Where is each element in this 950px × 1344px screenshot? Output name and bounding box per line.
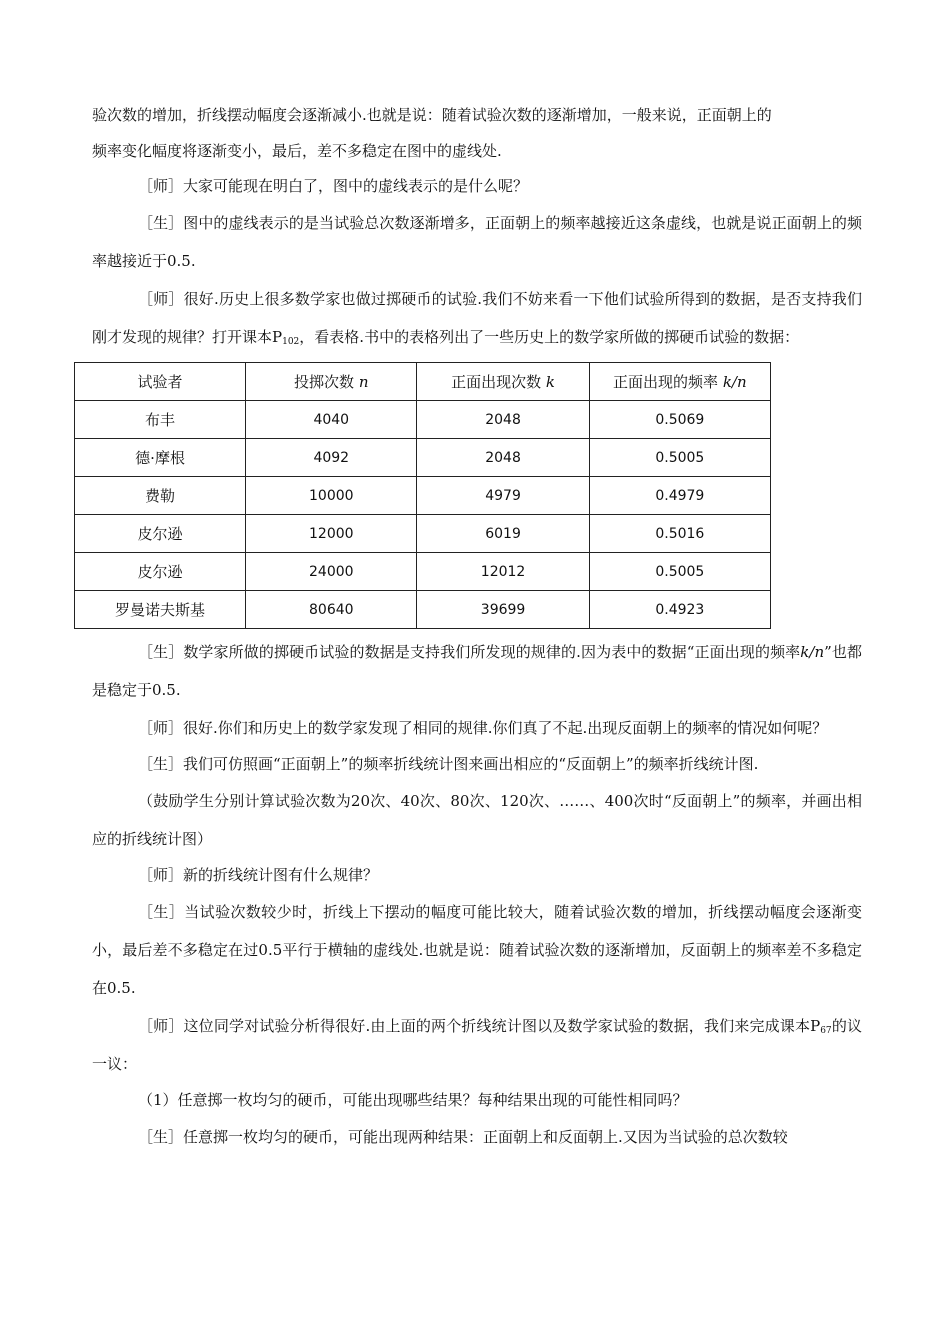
cell-experimenter: 罗曼诺夫斯基 — [75, 591, 246, 629]
text-line: 频率变化幅度将逐渐变小，最后，差不多稳定在图中的虚线处. — [92, 142, 502, 160]
text-segment: ［师］很好.历史上很多数学家也做过掷硬币的试验.我们不妨来看一下他们试验所得到的数据，是否支持我们刚才发现的规律？打开课本P — [92, 290, 862, 346]
paragraph-teacher-rule — [92, 858, 862, 893]
cell-tosses: 12000 — [246, 515, 417, 553]
cell-tosses: 10000 — [246, 477, 417, 515]
table-body — [75, 401, 771, 629]
table-row — [75, 553, 771, 591]
text-line: （鼓励学生分别计算试验次数为20次、40次、80次、120次、……、400次时“反面朝上”的频率，并画出相应的折线统计图） — [92, 792, 862, 848]
paragraph-teacher-history — [92, 280, 862, 356]
text-line: ［生］任意掷一枚均匀的硬币，可能出现两种结果：正面朝上和反面朝上.又因为当试验的总次数较 — [138, 1128, 788, 1146]
text-line: ［生］我们可仿照画“正面朝上”的频率折线统计图来画出相应的“反面朝上”的频率折线统计图. — [138, 755, 759, 773]
cell-frequency: 0.5069 — [589, 401, 770, 439]
cell-tosses: 4040 — [246, 401, 417, 439]
cell-heads: 2048 — [417, 401, 589, 439]
paragraph-student-support — [92, 633, 862, 709]
cell-heads: 4979 — [417, 477, 589, 515]
document-page — [92, 96, 862, 1156]
paragraph-teacher-question — [92, 169, 862, 204]
paragraph-continued — [92, 96, 862, 134]
paragraph-teacher-discuss — [92, 1007, 862, 1083]
text-line: ［生］当试验次数较少时，折线上下摆动的幅度可能比较大，随着试验次数的增加，折线摆动幅度会逐渐变小，最后差不多稳定在过0.5平行于横轴的虚线处.也就是说：随着试验次数的逐渐增加，反面朝上的频率差不多稳定在0.5. — [92, 903, 862, 997]
cell-experimenter: 布丰 — [75, 401, 246, 439]
header-experimenter — [75, 363, 246, 401]
cell-heads: 39699 — [417, 591, 589, 629]
text-segment: ”也都是稳定于0.5. — [92, 643, 862, 699]
header-var: k/n — [722, 373, 747, 391]
coin-toss-table — [74, 362, 771, 629]
cell-heads: 12012 — [417, 553, 589, 591]
paragraph-instruction — [92, 782, 862, 858]
table-header-row — [75, 363, 771, 401]
header-text: 正面出现的频率 — [613, 373, 719, 391]
header-text: 试验者 — [137, 373, 183, 391]
paragraph-question-1 — [92, 1083, 862, 1118]
header-text: 投掷次数 — [294, 373, 355, 391]
page-subscript: 102 — [282, 337, 300, 347]
header-tosses — [246, 363, 417, 401]
text-line: ［生］图中的虚线表示的是当试验总次数逐渐增多，正面朝上的频率越接近这条虚线，也就是说正面朝上的频率越接近于0.5. — [92, 214, 862, 270]
paragraph-student-answer-1 — [92, 1118, 862, 1156]
formula-k-over-n: k/n — [800, 643, 825, 661]
text-line: ［师］新的折线统计图有什么规律？ — [138, 866, 379, 884]
cell-tosses: 80640 — [246, 591, 417, 629]
cell-experimenter: 皮尔逊 — [75, 515, 246, 553]
text-line: ［师］很好.你们和历史上的数学家发现了相同的规律.你们真了不起.出现反面朝上的频率的情况如何呢？ — [138, 719, 828, 737]
text-segment: ，看表格.书中的表格列出了一些历史上的数学家所做的掷硬币试验的数据： — [299, 328, 800, 346]
cell-tosses: 4092 — [246, 439, 417, 477]
table-row — [75, 477, 771, 515]
cell-heads: 6019 — [417, 515, 589, 553]
cell-experimenter: 德·摩根 — [75, 439, 246, 477]
cell-experimenter: 费勒 — [75, 477, 246, 515]
cell-frequency: 0.4923 — [589, 591, 770, 629]
cell-experimenter: 皮尔逊 — [75, 553, 246, 591]
paragraph-student-answer — [92, 204, 862, 280]
text-line: ［师］大家可能现在明白了，图中的虚线表示的是什么呢？ — [138, 177, 529, 195]
page-subscript: 67 — [820, 1026, 832, 1036]
header-var: k — [545, 373, 555, 391]
table-row — [75, 591, 771, 629]
paragraph-student-rule — [92, 893, 862, 1007]
cell-heads: 2048 — [417, 439, 589, 477]
table-row — [75, 439, 771, 477]
text-line: （1）任意掷一枚均匀的硬币，可能出现哪些结果？每种结果出现的可能性相同吗？ — [138, 1091, 688, 1109]
table-row — [75, 401, 771, 439]
header-heads — [417, 363, 589, 401]
text-segment: ［师］这位同学对试验分析得很好.由上面的两个折线统计图以及数学家试验的数据，我们来完成课本P — [138, 1017, 821, 1035]
cell-frequency: 0.5016 — [589, 515, 770, 553]
header-var: n — [358, 373, 369, 391]
text-segment: 的议一议： — [92, 1017, 862, 1073]
header-frequency — [589, 363, 770, 401]
paragraph-continued-end — [92, 134, 862, 169]
text-segment: ［生］数学家所做的掷硬币试验的数据是支持我们所发现的规律的.因为表中的数据“正面出现的频率 — [138, 643, 801, 661]
cell-frequency: 0.5005 — [589, 439, 770, 477]
table-row — [75, 515, 771, 553]
paragraph-student-imitate — [92, 747, 862, 782]
cell-frequency: 0.4979 — [589, 477, 770, 515]
text-line: 验次数的增加，折线摆动幅度会逐渐减小.也就是说：随着试验次数的逐渐增加，一般来说，正面朝上的 — [92, 106, 772, 124]
header-text: 正面出现次数 — [451, 373, 542, 391]
paragraph-teacher-praise — [92, 709, 862, 747]
cell-frequency: 0.5005 — [589, 553, 770, 591]
cell-tosses: 24000 — [246, 553, 417, 591]
